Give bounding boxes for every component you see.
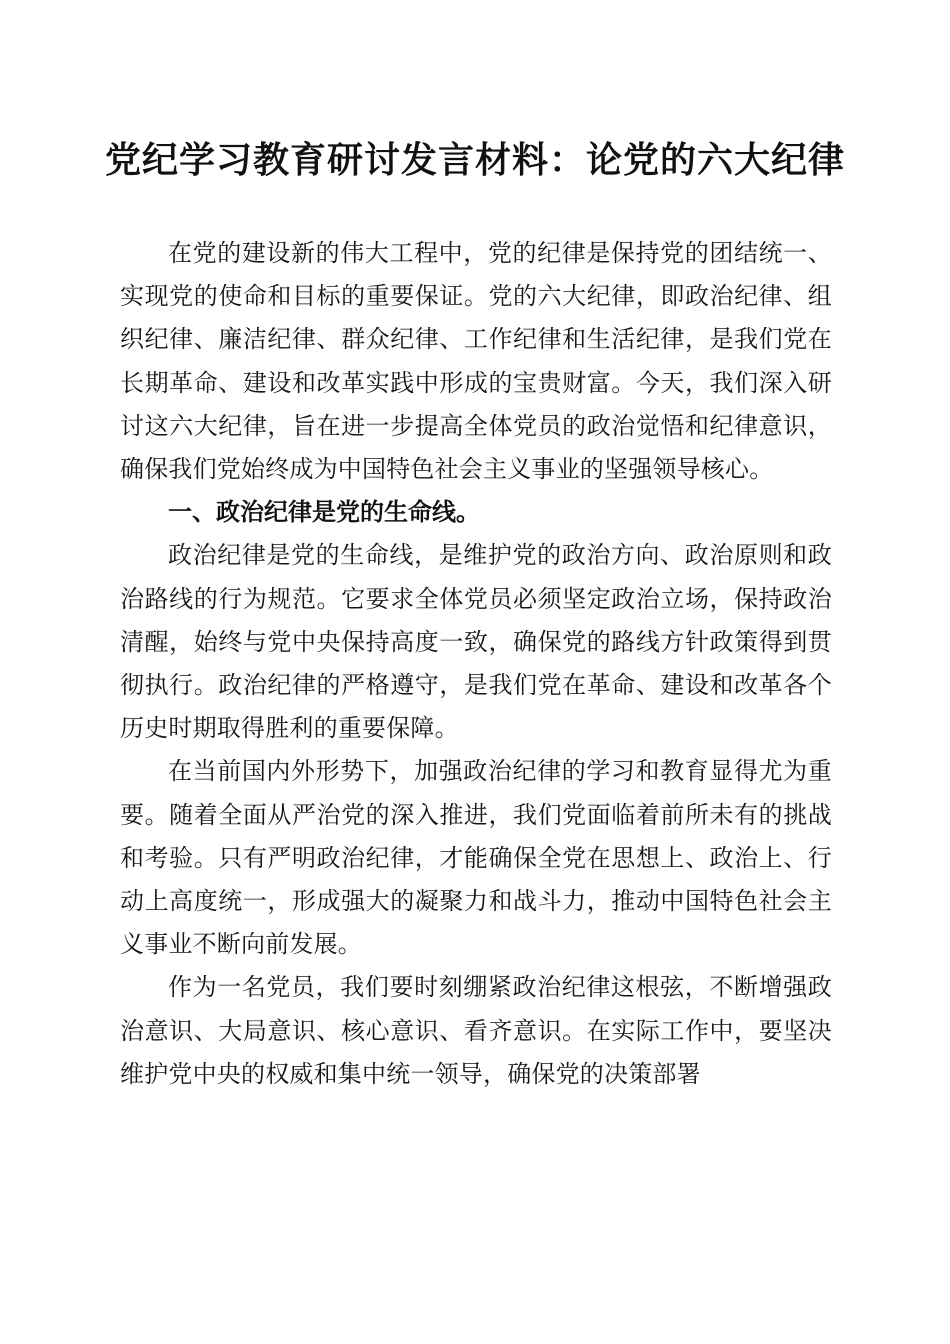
body-paragraph: 政治纪律是党的生命线，是维护党的政治方向、政治原则和政治路线的行为规范。它要求全体党员必须坚定政治立场，保持政治清醒，始终与党中央保持高度一致，确保党的路线方针政策得到贯彻执行。政治纪律的严格遵守，是我们党在革命、建设和改革各个历史时期取得胜利的重要保障。 [120,541,832,743]
intro-paragraph: 在党的建设新的伟大工程中，党的纪律是保持党的团结统一、实现党的使命和目标的重要保证。党的六大纪律，即政治纪律、组织纪律、廉洁纪律、群众纪律、工作纪律和生活纪律，是我们党在长期革命、建设和改革实践中形成的宝贵财富。今天，我们深入研讨这六大纪律，旨在进一步提高全体党员的政治觉悟和纪律意识，确保我们党始终成为中国特色社会主义事业的坚强领导核心。 [120,239,832,484]
document-body [120,232,832,1096]
section-heading: 一、政治纪律是党的生命线。 [168,498,480,527]
body-paragraph: 在当前国内外形势下，加强政治纪律的学习和教育显得尤为重要。随着全面从严治党的深入推进，我们党面临着前所未有的挑战和考验。只有严明政治纪律，才能确保全党在思想上、政治上、行动上高度统一，形成强大的凝聚力和战斗力，推动中国特色社会主义事业不断向前发展。 [120,757,832,959]
document-title: 党纪学习教育研讨发言材料：论党的六大纪律 [104,139,845,181]
body-paragraph: 作为一名党员，我们要时刻绷紧政治纪律这根弦，不断增强政治意识、大局意识、核心意识、看齐意识。在实际工作中，要坚决维护党中央的权威和集中统一领导，确保党的决策部署 [120,973,832,1088]
